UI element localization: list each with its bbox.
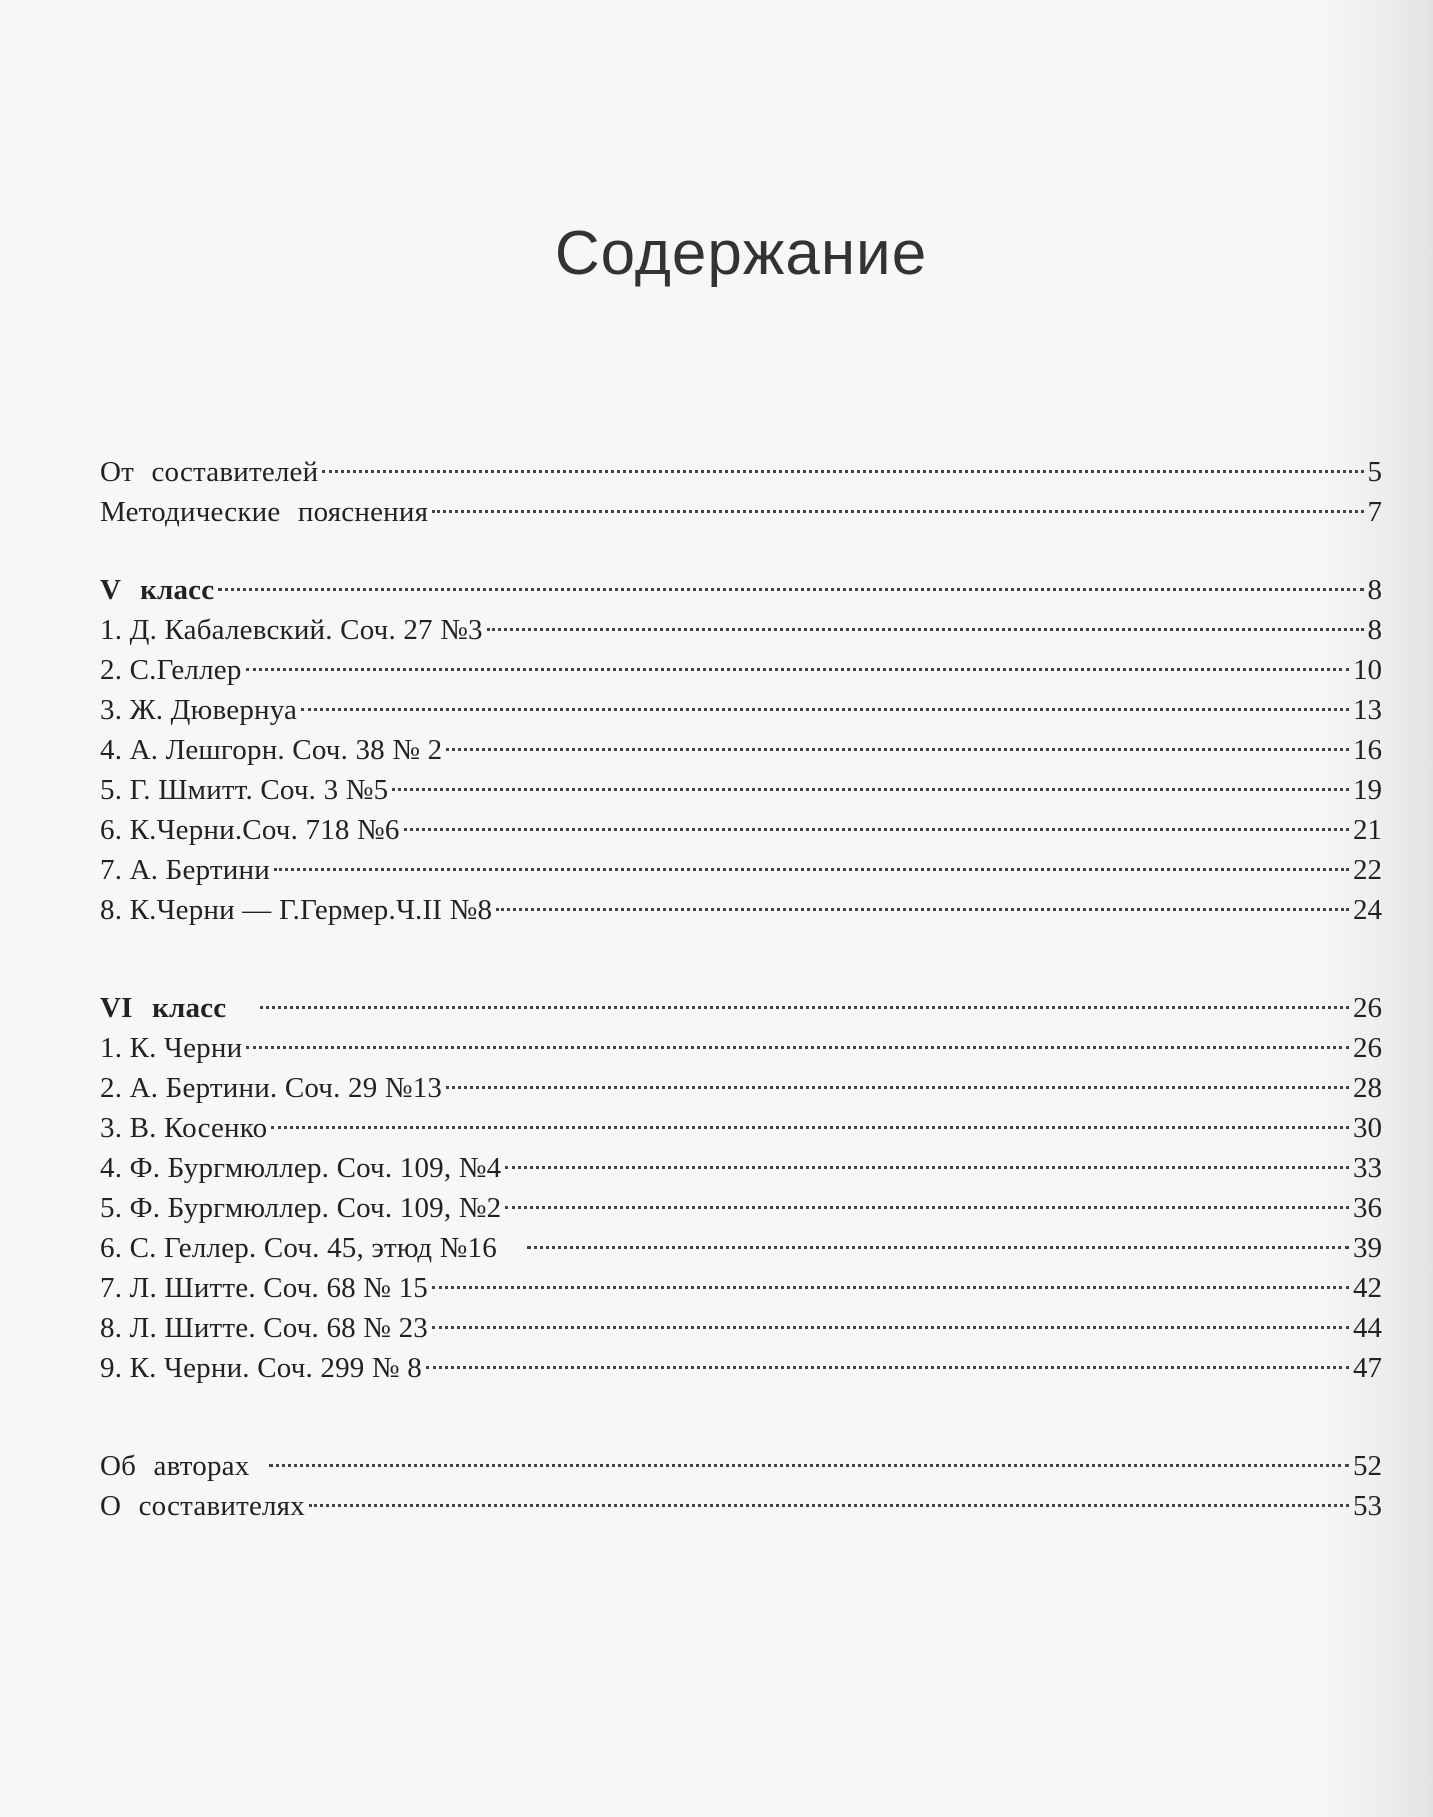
dot-leader — [404, 828, 1349, 831]
dot-leader — [274, 868, 1349, 871]
section-heading-label: VI класс — [100, 992, 227, 1024]
toc-entry-page: 5 — [1367, 456, 1382, 488]
toc-entry — [100, 1268, 1382, 1308]
toc-entry — [100, 770, 1382, 810]
dot-leader — [432, 510, 1363, 513]
dot-leader — [246, 668, 1349, 671]
dot-leader — [432, 1286, 1349, 1289]
toc-entry-label: О составителях — [100, 1490, 305, 1522]
dot-leader — [432, 1326, 1349, 1329]
toc-entry — [100, 850, 1382, 890]
toc-entry-label: 7. Л. Шитте. Соч. 68 № 15 — [100, 1272, 429, 1304]
toc-entry-method-notes — [100, 492, 1382, 532]
toc-entry-page: 30 — [1353, 1112, 1382, 1144]
dot-leader — [505, 1206, 1349, 1209]
dot-leader — [309, 1504, 1349, 1507]
toc-entry-label: 2. С.Геллер — [100, 654, 242, 686]
toc-entry — [100, 1108, 1382, 1148]
dot-leader — [505, 1166, 1349, 1169]
toc-entry-label: Методические пояснения — [100, 496, 429, 528]
toc-entry-page: 7 — [1367, 496, 1382, 528]
toc-entry-page: 8 — [1367, 614, 1382, 646]
toc-entry-page: 13 — [1353, 694, 1382, 726]
toc-entry — [100, 1188, 1382, 1228]
toc-entry-label: 7. А. Бертини — [100, 854, 270, 886]
toc-entry-label: Об авторах — [100, 1450, 250, 1482]
dot-leader — [218, 588, 1363, 591]
dot-leader — [446, 748, 1349, 751]
toc-entry-from-compilers — [100, 452, 1382, 492]
toc-entry-about-authors — [100, 1446, 1382, 1486]
toc-entry — [100, 1228, 1382, 1268]
toc-entry-page: 42 — [1353, 1272, 1382, 1304]
toc-entry-about-compilers — [100, 1486, 1382, 1526]
page-title: Содержание — [554, 219, 928, 288]
dot-leader — [426, 1366, 1349, 1369]
section-heading-label: V класс — [100, 574, 215, 606]
toc-entry-label: 3. Ж. Дювернуа — [100, 694, 298, 726]
toc-section-heading-vi — [100, 988, 1382, 1028]
dot-leader — [301, 708, 1349, 711]
table-of-contents — [100, 452, 1382, 1526]
toc-entry-page: 36 — [1353, 1192, 1382, 1224]
toc-entry-page: 22 — [1353, 854, 1382, 886]
dot-leader — [446, 1086, 1349, 1089]
toc-entry-label: 1. К. Черни — [100, 1032, 243, 1064]
toc-entry-page: 21 — [1353, 814, 1382, 846]
toc-entry-label: 1. Д. Кабалевский. Соч. 27 №3 — [100, 614, 483, 646]
toc-entry — [100, 1348, 1382, 1388]
toc-entry — [100, 1148, 1382, 1188]
dot-leader — [487, 628, 1364, 631]
toc-entry — [100, 650, 1382, 690]
toc-entry-label: 8. Л. Шитте. Соч. 68 № 23 — [100, 1312, 429, 1344]
dot-leader — [392, 788, 1349, 791]
toc-entry-page: 10 — [1353, 654, 1382, 686]
toc-entry-page: 52 — [1353, 1450, 1382, 1482]
toc-entry-page: 16 — [1353, 734, 1382, 766]
dot-leader — [496, 908, 1349, 911]
toc-entry-page: 47 — [1353, 1352, 1382, 1384]
dot-leader — [269, 1464, 1349, 1467]
dot-leader — [246, 1046, 1349, 1049]
toc-entry-label: 5. Ф. Бургмюллер. Соч. 109, №2 — [100, 1192, 502, 1224]
toc-entry-page: 33 — [1353, 1152, 1382, 1184]
toc-entry-label: 8. К.Черни — Г.Гермер.Ч.II №8 — [100, 894, 493, 926]
dot-leader — [322, 470, 1363, 473]
toc-entry-label: 4. Ф. Бургмюллер. Соч. 109, №4 — [100, 1152, 502, 1184]
toc-entry-page: 39 — [1353, 1232, 1382, 1264]
dot-leader — [527, 1246, 1349, 1249]
toc-entry-page: 28 — [1353, 1072, 1382, 1104]
section-heading-page: 26 — [1353, 992, 1382, 1024]
toc-entry — [100, 1028, 1382, 1068]
dot-leader — [271, 1126, 1349, 1129]
toc-entry — [100, 1308, 1382, 1348]
toc-entry-label: 3. В. Косенко — [100, 1112, 268, 1144]
toc-entry-label: 6. К.Черни.Соч. 718 №6 — [100, 814, 400, 846]
toc-entry — [100, 810, 1382, 850]
toc-entry — [100, 890, 1382, 930]
toc-section-heading-v — [100, 570, 1382, 610]
section-heading-page: 8 — [1367, 574, 1382, 606]
toc-entry-label: 2. А. Бертини. Соч. 29 №13 — [100, 1072, 443, 1104]
toc-entry-label: От составителей — [100, 456, 319, 488]
toc-entry — [100, 1068, 1382, 1108]
toc-entry — [100, 730, 1382, 770]
toc-entry-page: 53 — [1353, 1490, 1382, 1522]
toc-entry-page: 44 — [1353, 1312, 1382, 1344]
toc-entry — [100, 610, 1382, 650]
toc-entry-label: 9. К. Черни. Соч. 299 № 8 — [100, 1352, 422, 1384]
toc-entry — [100, 690, 1382, 730]
toc-entry-label: 6. С. Геллер. Соч. 45, этюд №16 — [100, 1232, 497, 1264]
toc-entry-label: 4. А. Лешгорн. Соч. 38 № 2 — [100, 734, 443, 766]
dot-leader — [260, 1006, 1349, 1009]
toc-entry-label: 5. Г. Шмитт. Соч. 3 №5 — [100, 774, 389, 806]
toc-entry-page: 24 — [1353, 894, 1382, 926]
toc-entry-page: 26 — [1353, 1032, 1382, 1064]
toc-entry-page: 19 — [1353, 774, 1382, 806]
